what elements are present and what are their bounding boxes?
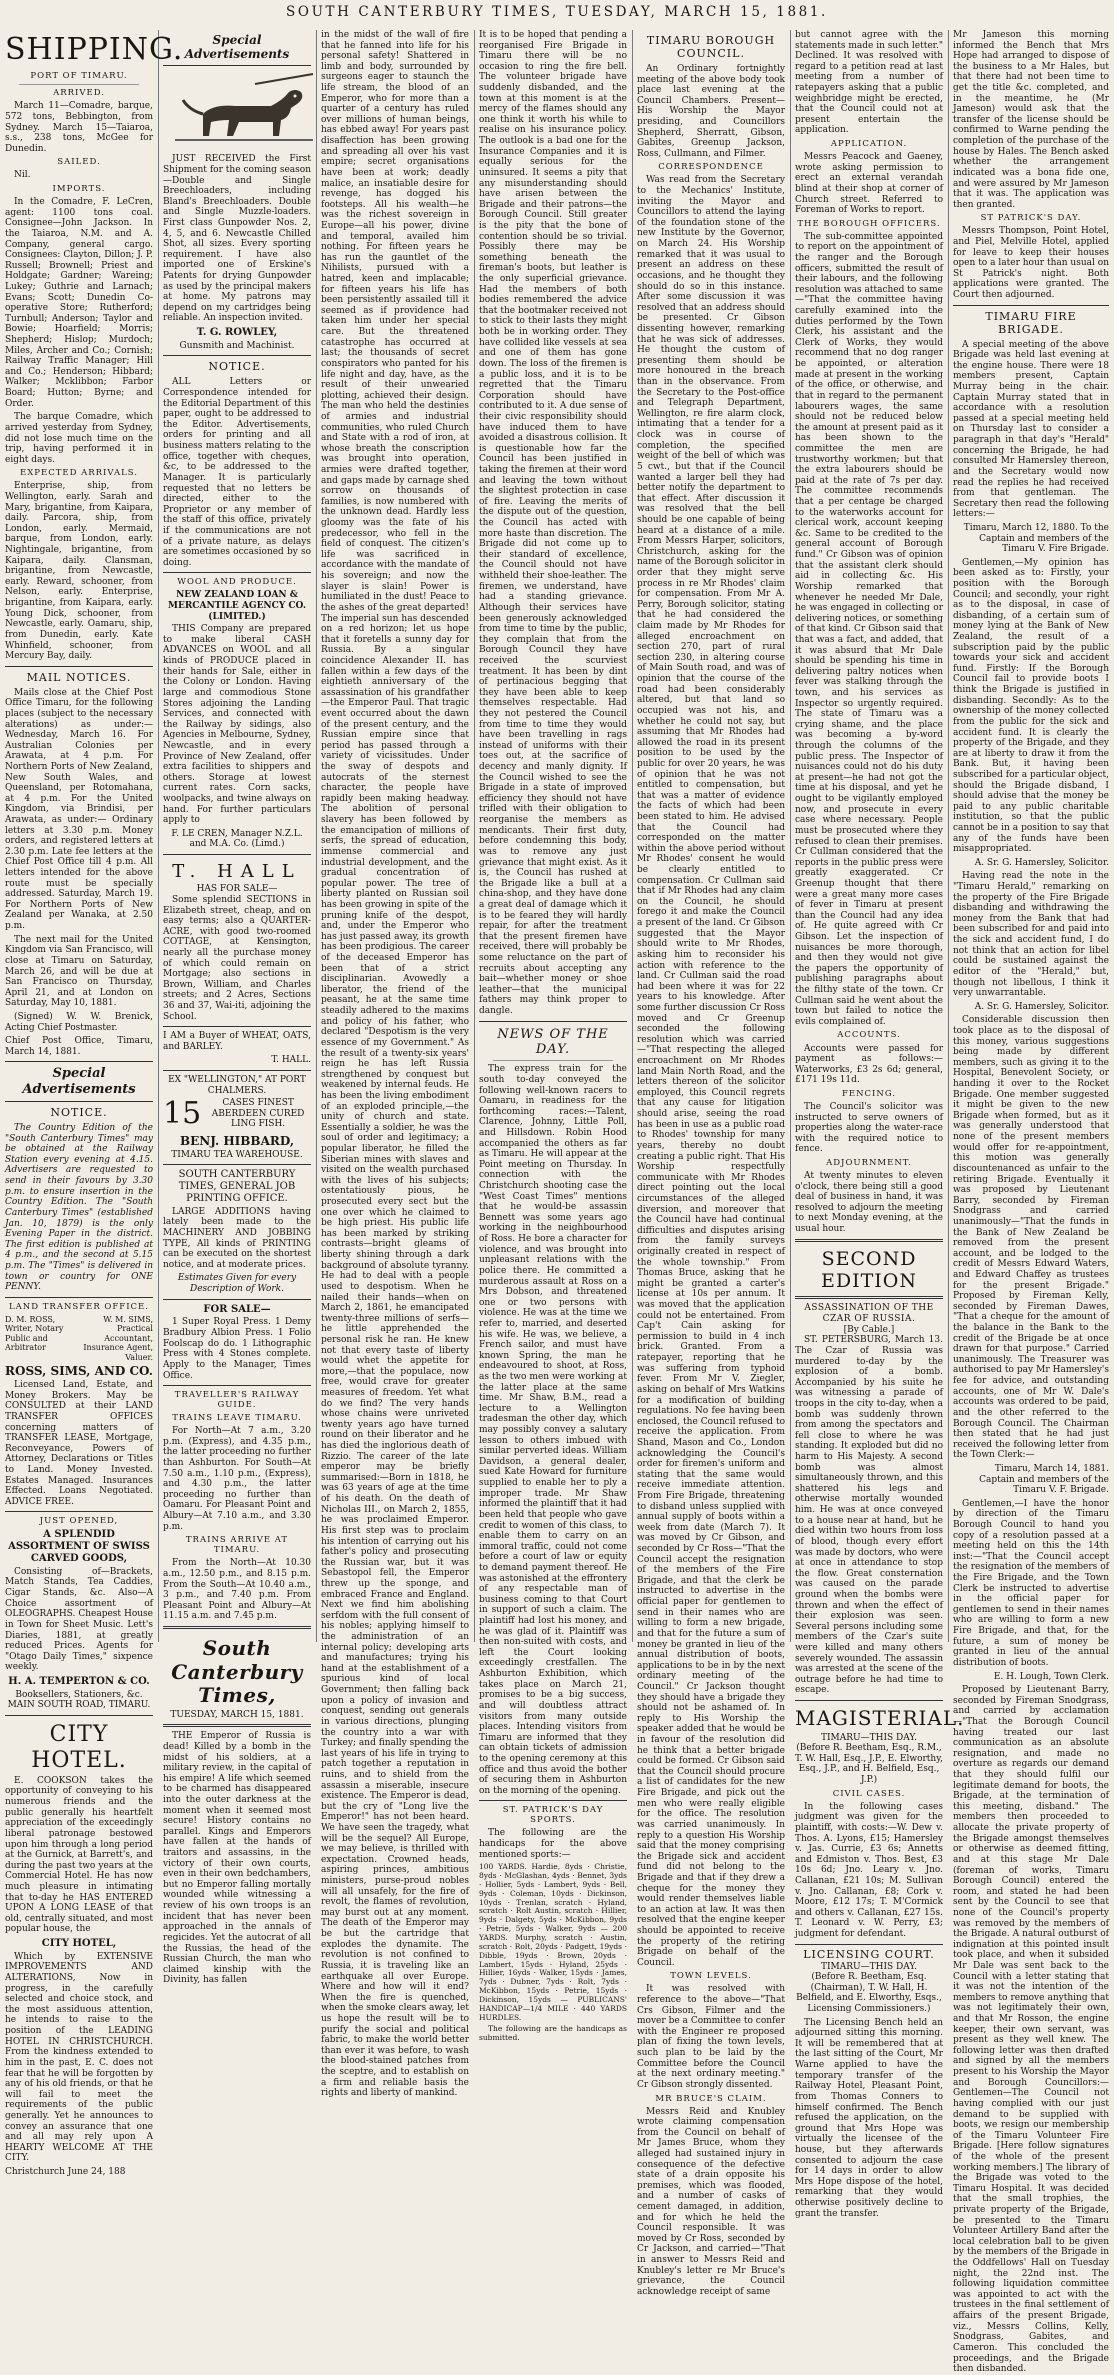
for-sale-heading: FOR SALE— [203, 1303, 271, 1315]
notice-text: ALL Letters or Correspondence intended for the Editorial Department of this paper, ought to be addressed to the Editor. Advertisements, orders for printing and all business matters relating to the office, together with cheques, &c, to be addressed to the Manager. It is particularly requested that no letters be directed, either to the Proprietor or any member of the staff of this office, privately if the communications are not of a private nature, as delays are sometimes occasioned by so doing. [163, 377, 311, 568]
ling-advert [163, 1096, 311, 1131]
divider [5, 1297, 153, 1298]
editorial-continued: in the midst of the wall of fire that he fanned into life for his personal safety! Shattered in limb and body, surrounded by surgeons eager to staunch the life stream, the blood of an Emperor, who for more than a quarter of a century has ruled over millions of human beings, has ebbed away! For years past disaffection has been growing and spreading all over his vast empire; secret organisations have been at work; deadly malice, an insatiable desire for revenge, has dogged his footsteps. All his wealth—he was the richest sovereign in Europe—all his power, divine and temporal, availed him nothing. For fifteen years he has run the gauntlet of the Nihilists, pursued with a hatred, keen and implacable; for fifteen years his life has been persistently assailed till it seemed as if providence had taken him under her special care. But the threatened catastrophe has occurred at last; the thousands of secret conspirators who panted for his life night and day, have, as the result of their unwearied plotting, achieved their design. The man who held the destinies of armies and industrial communities, who ruled Church and State with a rod of iron, at whose breath the conscription was brought into operation, armies were drafted together, and gaps made by carnage shed sorrow on thousands of families, is now numbered with the unknown dead. Hardly less gloomy was the fate of his predecessor, who fell in the field of conquest. The citizen's life was sacrificed in accordance with the mandate of his sovereign; and now the slayer is slain! Power is humiliated in the dust! Peace to the ashes of the great departed! The imperial sun has descended on a red horizon; let us hope that it foretells a sunny day for Russia. By a singular coincidence Alexander II. has fallen within a few days of the eightieth anniversary of the assassination of his grandfather—the Emperor Paul. That tragic event occurred about the dawn of the present century, and the Russian empire since that period has passed through a variety of vicissitudes. Under the sway of despots and autocrats of the sternest character, the people have rapidly been making headway. The abolition of personal slavery has been followed by the emancipation of millions of serfs, the spread of education, immense commercial and industrial development, and the gradual concentration of popular power. The tree of liberty planted on Russian soil has been growing in spite of the pruning knife of the despot, and, under the Emperor who has just passed away, its growth has been prodigious. The career of the deceased Emperor has been that of a strict disciplinarian. Avowedly a liberator, the friend of the peasant, he at the same time steadily adhered to the maxims and policy of his father, who declared "Despotism is the very essence of my Government." As the result of a twenty-six years' reign he has left Russia strengthened by conquest but weakened by internal feuds. He has been the living embodiment of an exploded principle,—the unity of church and state. Essentially a soldier, he was the soul of order and legitimacy; a popular liberator, he filled the Siberian mines with slaves and visited on the wealth purchased with the lives of his subjects; ostentatiously pious, he prosecuted every sect but the one over which he claimed to be high priest. His public life has been marked by striking contrasts—bright gleams of liberty shining through a dark background of absolute tyranny. He had to deal with a people used to despotism. When he nailed their hands—when on March 2, 1861, he emancipated twenty-three millions of serfs—he little apprehended the personal risk he ran. He knew not that every taste of liberty would whet the appetite for more,—that the populace, now free, would crave for greater measures of freedom. Yet what do we find? The very hands whose chains were unriveted twenty years ago have turned round on their liberator and he has died the inglorious death of Rizzio. The career of the late emperor may be briefly summarised:—Born in 1818, he was 63 years of age at the time of his death. On the death of Nicholas III., on March 2, 1855, he was proclaimed Emperor. His first step was to proclaim his intention of carrying out his father's policy and prosecuting the Russian war, but it was Sebastopol fell, the Emperor threw up the sponge, and embraced France and England. Next we find him abolishing serfdom with the full consent of his nobles; applying himself to the administration of an internal policy; developing arts and manufactures; trying his hand at the establishment of a spurious kind of local Government; then falling back upon a policy of invasion and conquest, sending out generals in various directions, plunging the country into a war with Turkey; and finally spending the last years of his life in trying to patch together a reputation in ruins, and to shield from the assassin a miserable, insecure existence. The Emperor is dead, but the cry of "Long live the Emperor!" has not been heard. We have seen the tragedy, what will be the sequel? All Europe, we may believe, is thrilled with expectation. Crowned heads, aspiring princes, ambitious ministers, purse-proud nobles will all unsafely, for the fire of revolt, the flames of revolution, may burst out at any moment. The death of the Emperor may be but the cartridge that explodes the dynamite. The revolution is not confined to Russia, it is traveling like an earthquake all over Europe. Where and how will it end? When the fire is quenched, when the smoke clears away, let us hope the result will be to purify the social and political fabric, to make the world better than ever it was before, to wash the blood-stained patches from the sceptre, and to establish on a firm and reliable basis the rights and liberty of mankind. [321, 30, 469, 2099]
application-heading: APPLICATION. [830, 139, 908, 150]
divider [19, 84, 139, 85]
gun-dog-illustration-icon [163, 70, 323, 150]
borough-officers-text: The sub-committee appointed to report on the appointment of the ranger and the Borough officers, submitted the result of their labours, and the following resolution was attached to same—"That the committee having carefully examined into the duties performed by the Town Clerk, his assistant and the Clerk of Works, they would recommend that no dog ranger be appointed, or alteration made at present in the working of the office, or otherwise, and that in regard to the permanent labourers wages, the same should not be reduced below the amount at present paid as it has been shown to the committee the men are trustworthy workmen; but that the extra labourers should be paid at the rate of 7s per day. The committee recommends that a per centage be charged to the waterworks account for clerical work, account keeping &c. Same to be credited to the general account of Borough fund." Cr Gibson was of opinion that the assistant clerk should aid in collecting &c. His Worship remarked that whenever he needed Mr Dale, he was engaged in collecting or delivering notices, or something of that kind. Cr Gibson said that that was a fact, and added, that it was absurd that Mr Dale should be spending his time in delivering paltry notices when fever was stalking through the town, and his services as Inspector so urgently required. The state of Timaru was a crying shame, and the place was becoming a by-word through the columns of the public press. The Inspector of nuisances could not do his duty at present—he had not got the time at his disposal, and yet he ought to be vigilantly employed now, and prosecute in every case where necessary. People must be prosecuted where they refused to clean their premises. Cr Cullman considered that the reports in the public press were greatly exaggerated. Cr Greenup thought that there were a great many more cases of fever in Timaru at present than the Council had any idea of. He quite agreed with Cr Gibson. Let the inspection of nuisances be more thorough, and then they would not give the papers the opportunity of publishing paragraphs about the filthy state of the town. Cr Cullman said he went about the town but failed to notice the evils complained of. [795, 231, 943, 1027]
divider [163, 854, 311, 855]
divider [163, 355, 311, 356]
ross-sims-partners [5, 1315, 153, 1362]
mail-sign: (Signed) W. W. Brenick, Acting Chief Postmaster. [5, 1011, 153, 1033]
letter-2-sign: A. Sr. G. Hamersley, Solicitor. [974, 1001, 1109, 1012]
trains-arrive-body: From the North—At 10.30 a.m., 12.50 p.m., and 8.15 p.m. From the South—At 10.40 a.m., 3 p.m., and 7.40 p.m. From Pleasant Point and Albury—At 11.15 a.m. and 7.45 p.m. [163, 1558, 311, 1622]
civil-cases-text: In the following cases judgment was given for the plaintiff, with costs:—W. Dew v. Thos. A. Lyons, £15; Hamersley v. Jas. Currie, £3 6s; Annetts and Edmiston v. Thos. Best, £3 10s 6d; Jno. Leary v. Jno. Callanan, £21 10s; M. Sullivan v. Jno. Callanan, £8; Cork v. Moore, £12 17s; T. M'Cormick and others v. Callanan, £27 15s. T. Leonard v. W. Perry, £3; judgment for defendant. [795, 1801, 943, 1939]
licensing-subheading: TIMARU—THIS DAY. [820, 1961, 918, 1972]
second-edition-heading: SECOND EDITION [821, 1247, 917, 1293]
magisterial-subheading: TIMARU—THIS DAY. [820, 1732, 918, 1743]
correspondence-heading: CORRESPONDENCE [658, 162, 764, 173]
divider [795, 1296, 943, 1299]
trains-leave-heading: TRAINS LEAVE TIMARU. [172, 1413, 302, 1424]
arrived-text: March 11—Comadre, barque, 572 tons, Bebbington, from Sydney. March 15—Taiaroa, s.s., 238 tons, McGee for Dunedin. [5, 101, 153, 154]
column-7 [948, 30, 1114, 2375]
shipping-title: SHIPPING. [5, 32, 184, 67]
czar-text: ST. PETERSBURG, March 13. The Czar of Russia was murdered to-day by the explosion of a bomb. Accompanied by his suite he was witnessing a parade of troops in the city to-day, when a bomb was suddenly thrown from among the spectators and fell close to where he was standing. It exploded but did no harm to His Majesty. A second bomb was almost simultaneously thrown, and this shattered his legs and otherwise mortally wounded him. He was at once conveyed to a house near at hand, but he died within two hours from loss of blood, though every effort was made by doctors, who were at once in attendance to stop the flow. Great consternation was caused on the parade ground when the bombs were thrown and when the effect of their explosion was seen. Several persons including some members of the Czar's suite were killed and many others severely wounded. The assassin was arrested at the scene of the outrage before he had time to escape. [795, 1335, 943, 1696]
expected-heading: EXPECTED ARRIVALS. [20, 468, 138, 479]
arrived-heading: ARRIVED. [53, 88, 105, 99]
divider [163, 1299, 311, 1300]
divider [163, 1164, 311, 1165]
fire-brigade-text: A special meeting of the above Brigade was held last evening at the engine house. There were 18 members present, Captain Murray being in the chair. Captain Murray stated that in accordance with a resolution passed at a special meeting held on Thursday last to consider a paragraph in that day's "Herald" concerning the Brigade, he had consulted Mr Hamersley thereon, and the Secretary would now read the replies he had received from that gentleman. The Secretary then read the following letters:— [953, 339, 1109, 520]
application-text: Messrs Peacock and Gaeney, wrote asking permission to erect an external verandah blind at their shop at corner of Church street. Referred to Foreman of Works to report. [795, 152, 943, 216]
sports-note: The following are the handicaps as submitted. [479, 2024, 627, 2043]
fencing-heading: FENCING. [841, 1088, 897, 1099]
column-2 [158, 30, 316, 1986]
council-heading: TIMARU BOROUGH COUNCIL. [646, 34, 776, 60]
ling-count: 15 [163, 1096, 202, 1132]
assassination-heading: ASSASSINATION OF THE CZAR OF RUSSIA. [804, 1303, 934, 1325]
city-hotel-heading: CITY HOTEL. [31, 1721, 127, 1773]
rowley-trade: Gunsmith and Machinist. [179, 340, 295, 351]
letter-3-sign: E. H. Lough, Town Clerk. [993, 1671, 1109, 1682]
licensing-text: The Licensing Bench held an adjourned sitting this morning. It will be remembered that at the last sitting of the Court, Mr Warne applied to have the temporary transfer of the Railway Hotel, Pleasant Point, from Thomas Conners to himself confirmed. The Bench refused the application, on the ground that Mrs Hope was virtually the licensee of the house, but they afterwards consented to adjourn the case for 14 days in order to allow Mrs Hope dispose of the hotel, remarking that they would otherwise positively decline to grant the transfer. [795, 2017, 943, 2219]
column-4 [474, 30, 632, 2043]
magisterial-bench: (Before R. Beetham, Esq., R.M., T. W. Hall, Esq., J.P., E. Elworthy, Esq., J.P., and H. Belfield, Esq., J.P.) [795, 1743, 943, 1786]
city-hotel-body: E. COOKSON takes the opportunity of conveying to his numerous friends and the public generally his heartfelt appreciation of the exceedingly liberal patronage bestowed upon him through a long period at the Gurnick, at Barrett's, and during the past two years at the Commercial Hotel. He has now much pleasure in intimating that to-day he HAS ENTERED UPON A LONG LEASE of that old, centrally situated, and most popular house, the [5, 1775, 153, 1935]
letter-3-text: Gentlemen,—I have the honor by direction of the Timaru Borough Council to hand you copy of a resolution passed at a meeting held on this the 14th inst:—"That the Council accept the resignation of the members of the Fire Brigade, and the Town Clerk be instructed to advertise in the official paper for gentlemen to send in their names who are willing to form a new Fire Brigade, and that, for the future, a sum of money be granted in lieu of the annual distribution of boots. [953, 1498, 1109, 1668]
trains-leave-body: For North—At 7 a.m., 3.20 p.m. (Express), and 4.35 p.m., the latter proceeding no further than Ashburton. For South—At 7.50 a.m., 1.10 p.m., (Express), and 4.30 p.m., the latter proceeding no further than Oamaru. For Pleasant Point and Albury—At 7.10 a.m., and 3.30 p.m. [163, 1426, 311, 1532]
adjournment-text: At twenty minutes to eleven o'clock, there being still a good deal of business in hand, it was resolved to adjourn the meeting to next Monday evening, at the usual hour. [795, 1171, 943, 1235]
temperton-trade: Booksellers, Stationers, &c. MAIN SOUTH ROAD, TIMARU. [7, 1689, 151, 1711]
divider [163, 1626, 311, 1629]
divider [163, 1026, 311, 1027]
news-text: The express train for the south to-day conveyed the following well-known racers to Oamaru, in readiness for the forthcoming races:—Talent, Clarence, Johnny, Little Poll, and Hillsdown. Robin Hood accompanied the others as far as Timaru. He will appear at the Point meeting on Thursday. In connection with the Christchurch shooting case the "West Coast Times" mentions that he would-be assassin Bennett was some years ago working in the neighbourhood of Ross. He bore a character for violence, and was brought into unpleasant relations with the police there. He committed a murderous assault at Ross on a Mrs Dobson, and threatened one or two persons with violence. He was at the time we refer to, married, and deserted his wife. He was, we believe, a French sailor, and must have known Spring, the man he endeavoured to shoot, at Ross, as the two men were working at the latter place at the same time. Mr Shaw, B.M., read a lecture to a Wellington tradesman the other day, which may possibly convey a salutary lesson to others imbued with similar perverted ideas. William Davidson, a general dealer, sued Kate Howard for furniture supplied to enable her to ply a improper trade. Mr Shaw informed the plaintiff that it had been held that people who gave credit to women of this class, to enable them to carry on an immoral traffic, could not come before a court of law or equity to demand payment thereof. He was astonished at the effrontery of any respectable man of business coming to that Court in support of such a claim. The plaintiff had lost his money, and he was glad of it. Plaintiff was then non-suited with costs, and left the Court looking exceedingly crestfallen. The Ashburton Exhibition, which takes place on March 21, promises to be a big success, and will doubtless attract visitors from many outside places. Intending visitors from Timaru are informed that they can obtain tickets of admission to the opening ceremony at this office and thus avoid the bother of securing them in Ashburton on the morning of the opening. [479, 1064, 628, 1796]
special-ads-heading: Special Advertisements [184, 33, 290, 62]
accounts-text: Accounts were passed for payment as follows:— Waterworks, £3 2s 6d; general, £171 19s 11d. [795, 1043, 943, 1086]
hall-subheading: HAS FOR SALE— [196, 884, 278, 895]
divider [953, 305, 1109, 306]
fire-bell-editorial: It is to be hoped that pending a reorganised Fire Brigade in Timaru there will be no occasion to ring the fire bell. The volunteer brigade have suddenly disbanded, and the town at this moment is at the mercy of the flames should any one think it worth his while to realise on his insurance policy. The outlook is a bad one for the Insurance Companies and it is equally serious for the uninsured. It seems a pity that any misunderstanding should have arisen between the Brigade and their patrons—the Borough Council. Still greater is the pity that the bone of contention should be so trivial. Possibly there may be something beneath the fireman's boots, but leather is the only superficial grievance. Had the members of both bodies remembered the advice that the bootmaker received not to stick to their lasts they might both be in working order. They have collided like vessels at sea and one of them has gone down. The loss of the firemen is a public loss, and it is to be regretted that the Timaru Corporation should have contributed to it. A due sense of their civic responsibility should have induced them to have avoided a disastrous collision. It is questionable how far the Council has been justified in taking the firemen at their word and leaving the town without the slightest protection in case of fire. Leaving the merits of the dispute out of the question, the Council has acted with more haste than discretion. The Brigade did not come up to their standard of excellence, the Council should not have withheld their shoe-leather. The firemen, we understand, have had a standing grievance. Although their services have been generously acknowledged from time to time by the public, they complain that from the Borough Council they have received the scurviest treatment. It has been by dint of pertinacious begging that they have been able to keep themselves respectable. Had they not pestered the Council from time to time they would have been travelling in rags instead of uniforms with their toes out, at the sacrifice of decency and manly dignity. If the Council wished to see the Brigade in a state of improved efficiency they should not have trifled with their obligation to reorganise the members as mendicants. Their first duty, before condemning this body, was to remove any just grievance that might exist. As it is, the Council has rushed at the Brigade like a bull at a china-shop, and they have done a great deal of damage which it is to be feared they will hardly repair, for after the treatment that the present firemen have received, there will probably be some reluctance on the part of recruits about accepting any bait—whether money or shoe leather—that the municipal fathers may think proper to dangle. [479, 30, 627, 1017]
civil-cases-heading: CIVIL CASES. [832, 1788, 906, 1799]
special-ads-heading: Special Advertisements [22, 1066, 136, 1097]
sports-handicaps: 100 YARDS. Hardie, 8yds · Christie, 8yds · McGlashan, 4yds · Bennet, 3yds · Hollier, 5yds · Lambert, 9yds · Bell, 9yds · Coleman, 10yds · Dickinson, 10yds · Trenlan, scratch · Hyland, scratch · Rolt Austin, scratch · Hillier, 9yds · Dalgety, 5yds · McKibbon, 9yds · Petrie, 5yds · Walker, 9yds — 200 YARDS. Murphy, scratch · Austin, scratch · Rolt, 20yds · Padgett, 19yds · Dibble, 19yds · Brown, 20yds · Lambert, 15yds · Hyland, 25yds · Hillier, 16yds · Walker, 15yds · James, 7yds · Dubner, 7yds · Rolt, 7yds · McKibbon, 15yds · Petrie, 15yds · Dickinson, 15yds — PUBLICANS' HANDICAP—1/4 MILE · 440 YARDS HURDLES. [479, 1862, 627, 2022]
ross-sims-body: Licensed Land, Estate, and Money Brokers. May be CONSULTED at their LAND TRANSFER OFFICES concerning matters of TRANSFER LEASE, Mortgage, Reconveyance, Powers of Attorney, Declarations or Titles to Land. Money Invested. Estates Managed. Insurances Effected. Loans Negotiated. ADVICE FREE. [5, 1380, 153, 1507]
just-opened-heading: JUST OPENED, [39, 1516, 119, 1527]
divider [479, 1800, 627, 1801]
fire-brigade-text-3: Considerable discussion then took place as to the disposal of this money, various suggestions being made by different members, such as giving it to the Hospital, Benevolent Society, or handing it over to the Rocket Brigade. One member suggested it might be given to the new Brigade when formed, but as it was generally understood that none of the present members would offer for re-appointment, this motion was generally discountenanced as unfair to the retiring Brigade. Eventually it was proposed by Lieutenant Barry, seconded by Fireman Snodgrass and carried unanimously—"That the funds in the Bank of New Zealand be removed from the present account, and be lodged to the credit of Messrs Edward Waters, and Edward Chaffey as trustees for the present Brigade." Proposed by Fireman Kelly, seconded by Fireman Dawes, "That a cheque for the amount of the balance in the Bank to the credit of the Brigade be at once drawn for that purpose." Carried unanimously. The Treasurer was authorised to pay Mr Hamersley's fee for advice, and outstanding accounts, one of Mr W. Dale's accounts was ordered to be paid, and the other referred to the Borough Council. The Chairman then stated that he had just received the following letter from the Town Clerk:— [953, 1015, 1109, 1461]
temperton-name: H. A. TEMPERTON & CO. [8, 1675, 150, 1687]
expected-text: Enterprise, ship, from Wellington, early. Sarah and Mary, brigantine, from Kaipara, daily. Parcora, ship, from London, early. Mermaid, barque, from London, early. Nightingale, brigantine, from Kaipara, daily. Clansman, brigantine, from Newcastle, early. Reward, schooner, from Nelson, early. Enterprise, brigantine, from Kaipara, early. Young Dick, schooner, from Newcastle, early. Oamaru, ship, from Dunedin, early. Kate Whinfield, schooner, from Mercury Bay, daily. [5, 481, 153, 662]
hibbard-trade: TIMARU TEA WAREHOUSE. [171, 1149, 303, 1160]
notice-heading: NOTICE. [208, 360, 266, 374]
printing-estimates: Estimates Given for every Description of Work. [177, 1273, 297, 1295]
divider [163, 1070, 311, 1071]
nz-loan-heading: NEW ZEALAND LOAN & MERCANTILE AGENCY CO. (LIMITED.) [168, 590, 306, 622]
imports-heading: IMPORTS. [52, 184, 106, 195]
column-5 [632, 30, 790, 2297]
divider [5, 1511, 153, 1512]
divider [163, 1724, 311, 1727]
paper-date: TUESDAY, MARCH 15, 1881. [170, 1709, 304, 1720]
notice-heading: NOTICE. [50, 1106, 108, 1120]
fire-brigade-heading: TIMARU FIRE BRIGADE. [985, 309, 1077, 336]
news-of-the-day-heading: NEWS OF THE DAY. [497, 1026, 609, 1057]
for-sale-body: 1 Super Royal Press. 1 Demy Bradbury Albion Press. 1 Folio Foolscap do do. 1 Lithographic Press with 4 Stones complete. Apply to the Manager, Times Office. [163, 1317, 311, 1381]
licensing-continued: Mr Jameson this morning informed the Bench that Mrs Hope had arranged to dispose of the business to a Mr Hales, but that there had not been time to get the title &c. completed, and in the meantime, he (Mr Jameson) would ask that the transfer of the license should be confirmed to Warne pending the completion of the purchase of the house by Hales. The Bench asked whether the arrangement indicated was a bona fide one, and were assured by Mr Jameson that it was. The application was then granted. [953, 30, 1109, 210]
divider [5, 1715, 153, 1716]
divider [493, 1060, 613, 1061]
letter-1-heading: Timaru, March 12, 1880. To the Captain and members of the Timaru V. Fire Brigade. [963, 522, 1109, 555]
ross-left: D. M. ROSS, Writer, Notary Public and Arbitrator [5, 1314, 64, 1353]
licensing-heading: LICENSING COURT. [803, 1947, 935, 1961]
divider [5, 1101, 153, 1102]
editorial-text: THE Emperor of Russia is dead! Killed by a bomb in the midst of his soldiers, at a military review, in the capital of his empire! A life which seemed to be charmed has disappeared into the outer darkness at the moment when it seemed most secure! History contains no parallel. Kings and Emperors have fallen at the hands of traitors and assassins, in the victory of their own courts, even in their own bedchambers, but no Emperor falling mortally wounded while witnessing a review of his own troops is an incident that has never been approached in the annals of regicides. Yet the autocrat of all the Russias, the head of the Russian Church, the man who claimed kinship with the Divinity, has fallen [163, 1731, 311, 1986]
column-3 [316, 30, 474, 2099]
town-levels-text: It was resolved with reference to the above—"That Crs Gibson, Filmer and the mover be a Committee to confer with the Engineer re proposed plan of fixing the town levels, such plan to be laid by the Committee before the Council at the next ordinary meeting." Cr Gibson strongly dissented. [637, 1984, 785, 2090]
column-1 [0, 30, 184, 2177]
divider [795, 1700, 943, 1701]
railway-guide-heading: TRAVELLER'S RAILWAY GUIDE. [174, 1390, 300, 1411]
nz-loan-sign: F. LE CREN, Manager N.Z.L. and M.A. Co. (Limd.) [171, 828, 303, 850]
divider [479, 1021, 627, 1022]
rowley-name: T. G. ROWLEY, [196, 327, 278, 339]
divider [163, 572, 311, 573]
ross-right: W. M. SIMS, Practical Accountant, Insurance Agent, Valuer. [83, 1314, 153, 1362]
divider [5, 666, 153, 667]
divider [163, 65, 311, 66]
city-hotel-body-2: Which by EXTENSIVE IMPROVEMENTS AND ALTERATIONS, Now in progress, in the carefully selected and choice stock, and the most assiduous attention, he intends to raise to the position of the LEADING HOTEL IN CHRISTCHURCH. From the kindness extended to him in the past, E. C. does not fear that he will be forgotten by any of his old friends, or that he will fail to meet the requirements of the public generally. Yet he announces to convey an assurance that one and all may rely upon A HEARTY WELCOME AT THE CITY. [5, 1951, 153, 2164]
st-patricks-text: Messrs Thompson, Point Hotel, and Piel, Melville Hotel, applied for leave to keep their houses open to a later hour than usual on St Patrick's night. Both applications were granted. The Court then adjourned. [953, 226, 1109, 301]
borough-officers-heading: THE BOROUGH OFFICERS. [797, 218, 941, 229]
hibbard-name: BENJ. HIBBARD, [179, 1133, 295, 1148]
ross-sims-name: ROSS, SIMS, AND CO. [5, 1363, 153, 1378]
column-6 [790, 30, 965, 2219]
bruce-claim-text: Messrs Reid and Knubley wrote claiming compensation from the Council on behalf of Mr James Bruce, whom they alleged had sustained injury in consequence of the defective state of a drain opposite his premises, which was flooded, and a number of casks of cement damaged, in addition, and for which he held the Council responsible. It was moved by Cr Ross, seconded by Cr Jackson, and carried—"That in answer to Messrs Reid and Knubley's letter re Mr Bruce's grievance, the Council acknowledge receipt of same [637, 2106, 785, 2297]
page-masthead: SOUTH CANTERBURY TIMES, TUESDAY, MARCH 15, 1881. [286, 4, 828, 20]
divider [795, 1239, 943, 1242]
divider [5, 1061, 153, 1062]
mail-date: Chief Post Office, Timaru, March 14, 1881. [5, 1036, 153, 1057]
wool-produce-heading: WOOL AND PRODUCE. [177, 577, 297, 588]
magisterial-heading: MAGISTERIAL. [795, 1706, 965, 1731]
printing-body: LARGE ADDITIONS having lately been made to the MACHINERY AND JOBBING TYPE, All kinds of PRINTING can be executed on the shortest notice, and at moderate prices. [163, 1206, 311, 1270]
sports-intro: The following are the handicaps for the above mentioned sports:— [479, 1828, 627, 1860]
bruce-claim-heading: MR BRUCE'S CLAIM. [655, 2093, 767, 2104]
fencing-text: The Council's solicitor was instructed to serve owners of properties along the water-race with the required notice to fence. [795, 1101, 943, 1155]
mail-title: MAIL NOTICES. [26, 670, 132, 684]
st-patricks-heading: ST PATRICK'S DAY. [980, 213, 1082, 224]
trains-arrive-heading: TRAINS ARRIVE AT TIMARU. [185, 1535, 289, 1556]
correspondence-text: Was read from the Secretary to the Mechanics' Institute, inviting the Mayor and Councillors to attend the laying of the foundation stone of the new Institute by the Governor, on March 24. His Worship remarked that it was usual to present an address on these occasions, and he thought they should do so in this instance. After some discussion it was resolved that an address should be presented. Cr Gibson dissenting however, remarking that he was sick of addresses. He thought the custom of presenting them should be more honoured in the breach than in the observance. From the Secretary to the Post-office and Telegraph Department, Wellington, re fire alarm clock, intimating that a tender for a clock was in course of completion, the specified weight of the bell of which was 5 cwt., but that if the Council wanted a larger bell they had better notify the department to that effect. After discussion it was resolved that the bell should be one capable of being heard at a distance of a mile. From Messrs Harper, solicitors, Christchurch, asking for the name of the Borough solicitor in order that they might serve process in re Mr Rhodes' claim for compensation. From Mr A. Perry, Borough solicitor, stating that he had considered the claim made by Mr Rhodes for alleged encroachment on section 270, part of rural section 230, in altering course of Main South road, and was of opinion that the course of the road had been considerably altered, but that land so occupied was not his, and whether he could not say, but assuming that Mr Rhodes had allowed the road in its present position to be used by the public for over 20 years, he was of opinion that he was not entitled to compensation, but that was a matter of evidence the facts of which had been been stated to him. He advised that the Council had corresponded on the matter within the above period without Mr Rhodes' consent he would be clearly entitled to compensation. Cr Cullman said that if Mr Rhodes had any claim on the Council, he should forego it and make the Council a present of the land. Cr Gibson suggested that the Mayor should write to Mr Rhodes, asking him to reconsider his action with reference to the land. Cr Cullman said the road had been where it was for 22 years to his knowledge. After some further discussion Cr Ross moved and Cr Greenup seconded the following resolution which was carried—"That respecting the alleged encroachment on Mr Rhodes land Main North Road, and the letters thereon of the solicitor employed, this Council regrets that any cause for litigation should arise, seeing the road has been in use as a public road to Rhodes' township for many years, thereby no doubt creating a public right. That His Worship respectfully communicate with Mr Rhodes direct pointing out the local circumstances of the alleged diversion, and moreover that the Council have had continual difficulties and disputes arising from the family surveys originally created in respect of the whole township." From Thomas Bruce, asking that he might be granted a carter's license at 10s per annum. It was moved that the application could not be entertained. From Cap't Cain asking for permission to build in 4 inch brick. Granted. From a ratepayer, reporting that he was suffering from typhoid fever. From Mr V. Ziegler, asking on behalf of Mrs Watkins for a modification of building regulations. No fee having been enclosed, the Council refused to receive the application. From Shand, Mason and Co., London acknowledging the Council's order for firemen's uniform and stating that the same would receive immediate attention. From Fire Brigade, threatening to disband unless supplied with annual supply of boots within a week from date (March 7). It was moved by Cr Gibson, and seconded by Cr Ross—"That the Council accept the resignation of the members of the Fire Brigade, and that the clerk be instructed to advertise in the official paper for gentlemen to send in their names who are willing to form a new brigade, and that for the future a sum of money be granted in lieu of the annual distribution of boots, applications to be in by the next ordinary meeting of the Council." Cr Jackson thought they should have a brigade they should not be ashamed of. In reply to His Worship the speaker added that he would be in favour of the resolution did he think that a better brigade could be formed. Cr Gibson said that the Council should procure a list of candidates for the new Fire Brigade, and pick out the men who were really eligible for the office. The resolution was carried unanimously. In reply to a question His Worship said that the money comprising the Brigade sick and accident fund did not belong to the Brigade and that if they drew a cheque for the money they would render themselves liable to an action at law. It was then resolved that the engine keeper should be appointed to receive the property of the retiring Brigade on behalf of the Council. [637, 175, 785, 1968]
printing-heading: SOUTH CANTERBURY TIMES, GENERAL JOB PRINTING OFFICE. [178, 1169, 296, 1204]
city-hotel-date: Christchurch June 24, 188 [5, 2167, 126, 2177]
accounts-heading: ACCOUNTS. [837, 1030, 901, 1041]
notice-text: The Country Edition of the "South Canterbury Times" may be obtained at the Railway Station every evening at 4.15. Advertisers are requested to send in their favours by 3.30 p.m. to ensure insertion in the Country Edition. The "South Canterbury Times" (established Jan. 10, 1879) is the only Evening Paper in the district. The first edition is published at 4 p.m., and the second at 5.15 p.m. The "Times" is delivered in town or country for ONE PENNY. [5, 1123, 153, 1293]
paper-title: South Canterbury Times, [171, 1635, 303, 1708]
letter-1-text: Gentlemen,—My opinion has been asked as to: Firstly, your position with the Borough Council; and secondly, your right as to the disposal, in case of disbanding, of a certain sum of money lying at the Bank of New Zealand, the result of a subscription paid by the public towards your sick and accident fund. Firstly: If the Borough Council fail to provide boots I think the Brigade is justified in disbanding. Secondly: As to the ownership of the money collected from the public for the sick and accident fund. It is clearly the property of the Brigade, and they are at liberty to draw it from the Bank. But, it having been subscribed for a particular object, should the Brigade disband, I should advise that the money be paid to any public charitable institution, so that the public cannot be in a position to say that any of the funds have been misappropriated. [953, 557, 1109, 855]
wheat-advert: I AM a Buyer of WHEAT, OATS, and BARLEY. [163, 1031, 311, 1052]
fire-brigade-text-4: Proposed by Lieutenant Barry, seconded by Fireman Snodgrass, and carried by acclamation—"That the Borough Council having treated our last communication as an absolute resignation, and made no overture as regards our demand that they should fulfil our legitimate demand for boots, the Brigade, at the termination of this meeting, disband." The members then proceeded to allocate the private property of the Brigade amongst themselves or otherwise as deemed fitting, and at this stage Mr Dale (foreman of works, Timaru Borough Council) entered the room, and stated he had been sent by the Council to see that none of the Council's property was removed by the members of the Brigade. A natural outburst of indignation at this pointed insult took place, and when it subsided Mr Dale was sent back to the Council with a letter stating that it was not the intention of the members to remove anything that was not legitimately their own, and that Mr Rosson, the engine keeper, their own servant, was present as they well knew. The following letter was then drafted and signed by all the members present to his Worship the Mayor and Borough Councillors:— Gentlemen—The Council not having complied with our just demand to be supplied with boots, we resign our membership of the Timaru Volunteer Fire Brigade. [Here follow signatures of the whole of the present working members.] The library of the Brigade was voted to the Timaru Hospital. It was decided that the small trophies, the private property of the Brigade, be presented to the Timaru Volunteer Artillery Band after the local celebration ball to be given by the members of the Brigade in the Oddfellows' Hall on Tuesday night, the 22nd inst. The following liquidation committee was appointed to act with the trustees in the final settlement of affairs of the present Brigade, viz., Messrs Collins, Kelly, Snodgrass, Gabites, and Cameron. This concluded the proceedings, and the Brigade then disbanded. [953, 1685, 1109, 2375]
council-intro: An Ordinary fortnightly meeting of the above body took place last evening at the Council Chambers. Present—His Worship the Mayor presiding, and Councillors Shepherd, Sherratt, Gibson, Gabites, Greenup Jackson, Ross, Cullmann, and Filmer. [637, 63, 785, 159]
town-levels-heading: TOWN LEVELS. [670, 1971, 752, 1982]
swiss-goods-heading: A SPLENDID ASSORTMENT OF SWISS CARVED GOODS, [8, 1529, 150, 1565]
divider [163, 1385, 311, 1386]
letter-1-sign: A. Sr. G. Hamersley, Solicitor. [974, 857, 1109, 868]
imports-text: In the Comadre, F. LeCren, agent: 1100 tons coal. Consignee—John Jackson. In the Taiaroa, N.M. and A. Company, general cargo. Consignees: Clayton, Dillon; J. P. Russell; Brownell; Priest and Holdgate; Gardner; Wareing; Lukey; Guthrie and Larnach; Evans; Scott; Dunedin Co-operative Store; Rutherford; Turnbull; Anderson; Taylor and Bowie; Hoarfield; Morris; Shepherd; Hislop; Murdoch; Miles, Archer and Co.; Cornish; Railway Traffic Manager; Hill and Co.; Henderson; Hibbard; Walker; Mcklibbon; Farbor Board; Hutton; Byrne; and Order. [5, 197, 153, 409]
gun-advert-body: JUST RECEIVED the First Shipment for the coming season—Double and Single Breechloaders, including Bland's Breechloaders. Double and Single Muzzle-loaders. First class Gunpowder Nos. 2, 4, 5, and 6. Newcastle Chilled Shot, all sizes. Every sporting requirement. I have also imported one of Erskine's Patents for drying Gunpowder as used by the principal makers at home. My patrons may depend on my cartridges being reliable. An inspection invited. [163, 154, 311, 324]
adjournment-heading: ADJOURNMENT. [826, 1158, 912, 1168]
council-continued: but cannot agree with the statements made in such letter." Declined. It was resolved with regard to a petition read at last meeting from a number of ratepayers asking that a public weighbridge might be erected, that the Council could not at present entertain the application. [795, 30, 943, 136]
letter-3-heading: Timaru, March 14, 1881. Captain and members of the Timaru V. F. Brigade. [979, 1463, 1109, 1496]
swiss-goods-body: Consisting of—Brackets, Match Stands, Tea Caddies, Cigar Stands, &c. Also—A Choice assortment of OLEOGRAPHS. Cheapest House in Town for Sheet Music. Lett's Diaries, 1881, at greatly reduced Prices. Agents for "Otago Daily Times," sixpence weekly. [5, 1566, 153, 1673]
mail-text: Mails close at the Chief Post Office Timaru, for the following places (subject to the necessary alterations) as under:— Wednesday, March 16. For Australian Colonies per Arawata, at 4 p.m. For Northern Ports of New Zealand, New South Wales, and Queensland, per Rotomahana, at 4 p.m. For the United Kingdom, via Brindisi, per Arawata, as under:— Ordinary letters at 3.30 p.m. Money orders, and registered letters at 2.30 p.m. Late fee letters at the Chief Post Office till 4 p.m. All letters intended for the above route must be specially addressed. Saturday, March 19. For Northern Ports of New Zealand per Wanaka, at 2.50 p.m. [5, 687, 153, 932]
fire-brigade-text-2: Having read the note in the "Timaru Herald," remarking on the property of the Fire Brigade disbanding and withdrawing the money from the Bank that had been subscribed for and paid into the sick and accident fund, I do not think that an action for libel could be sustained against the editor of the "Herald," but, though not libellous, I think it very unwarrantable. [953, 871, 1109, 999]
land-transfer-heading: LAND TRANSFER OFFICE. [9, 1301, 149, 1312]
licensing-bench: (Before R. Beetham, Esq. (Chairman), T. W. Hall, H. Belfield, and E. Elworthy, Esqs., Licensing Commissioners.) [796, 1972, 942, 2015]
sailed-heading: SAILED. [57, 157, 101, 168]
by-cable: [By Cable.] [843, 1324, 895, 1335]
hall-body: Some splendid SECTIONS in Elizabeth street, cheap, and on easy terms; also a QUARTER-ACRE, with good two-roomed COTTAGE, at Kensington, nearly all the purchase money of which could remain on Mortgage; also sections in Brown, William, and Charles streets; and 2 Acres, Sections 36 and 37, Wai-iti, adjoining the School. [163, 894, 311, 1022]
divider [795, 1944, 943, 1945]
comadre-text: The barque Comadre, which arrived yesterday from Sydney, did not lose much time on the trip, having performed it in eight days. [5, 412, 153, 465]
mail-text-2: The next mail for the United Kingdom via San Francisco, will close at Timaru on Saturday, March 26, and will be due at San Francisco on Thursday, April 21, and at London on Saturday, May 10, 1881. [5, 934, 153, 1009]
ling-heading: EX "WELLINGTON," AT PORT CHALMERS. [168, 1075, 306, 1096]
port-heading: PORT OF TIMARU. [30, 71, 128, 82]
nz-loan-body: THIS Company are prepared to make liberal CASH ADVANCES on WOOL and all kinds of PRODUCE placed in their hands for Sale, either in the Colony or London. Having large and commodious Stone Stores adjoining the Landing Services, and connected with the Railway by sidings, also Agencies in Melbourne, Sydney, Newcastle, and in every Province of New Zealand, offer extra facilities to shippers and others. Storage at lowest current rates. Corn sacks, woolpacks, and twine always on hand. For further particulars apply to [163, 624, 311, 826]
sports-heading: ST. PATRICK'S DAY SPORTS. [502, 1805, 604, 1826]
city-hotel-heading-2: CITY HOTEL, [41, 1938, 117, 1950]
wheat-sign: T. HALL. [271, 1055, 311, 1066]
hall-heading: T. HALL [172, 861, 302, 883]
ling-body: CASES FINEST ABERDEEN CURED LING FISH. [211, 1098, 305, 1130]
sailed-text: Nil. [14, 170, 31, 181]
